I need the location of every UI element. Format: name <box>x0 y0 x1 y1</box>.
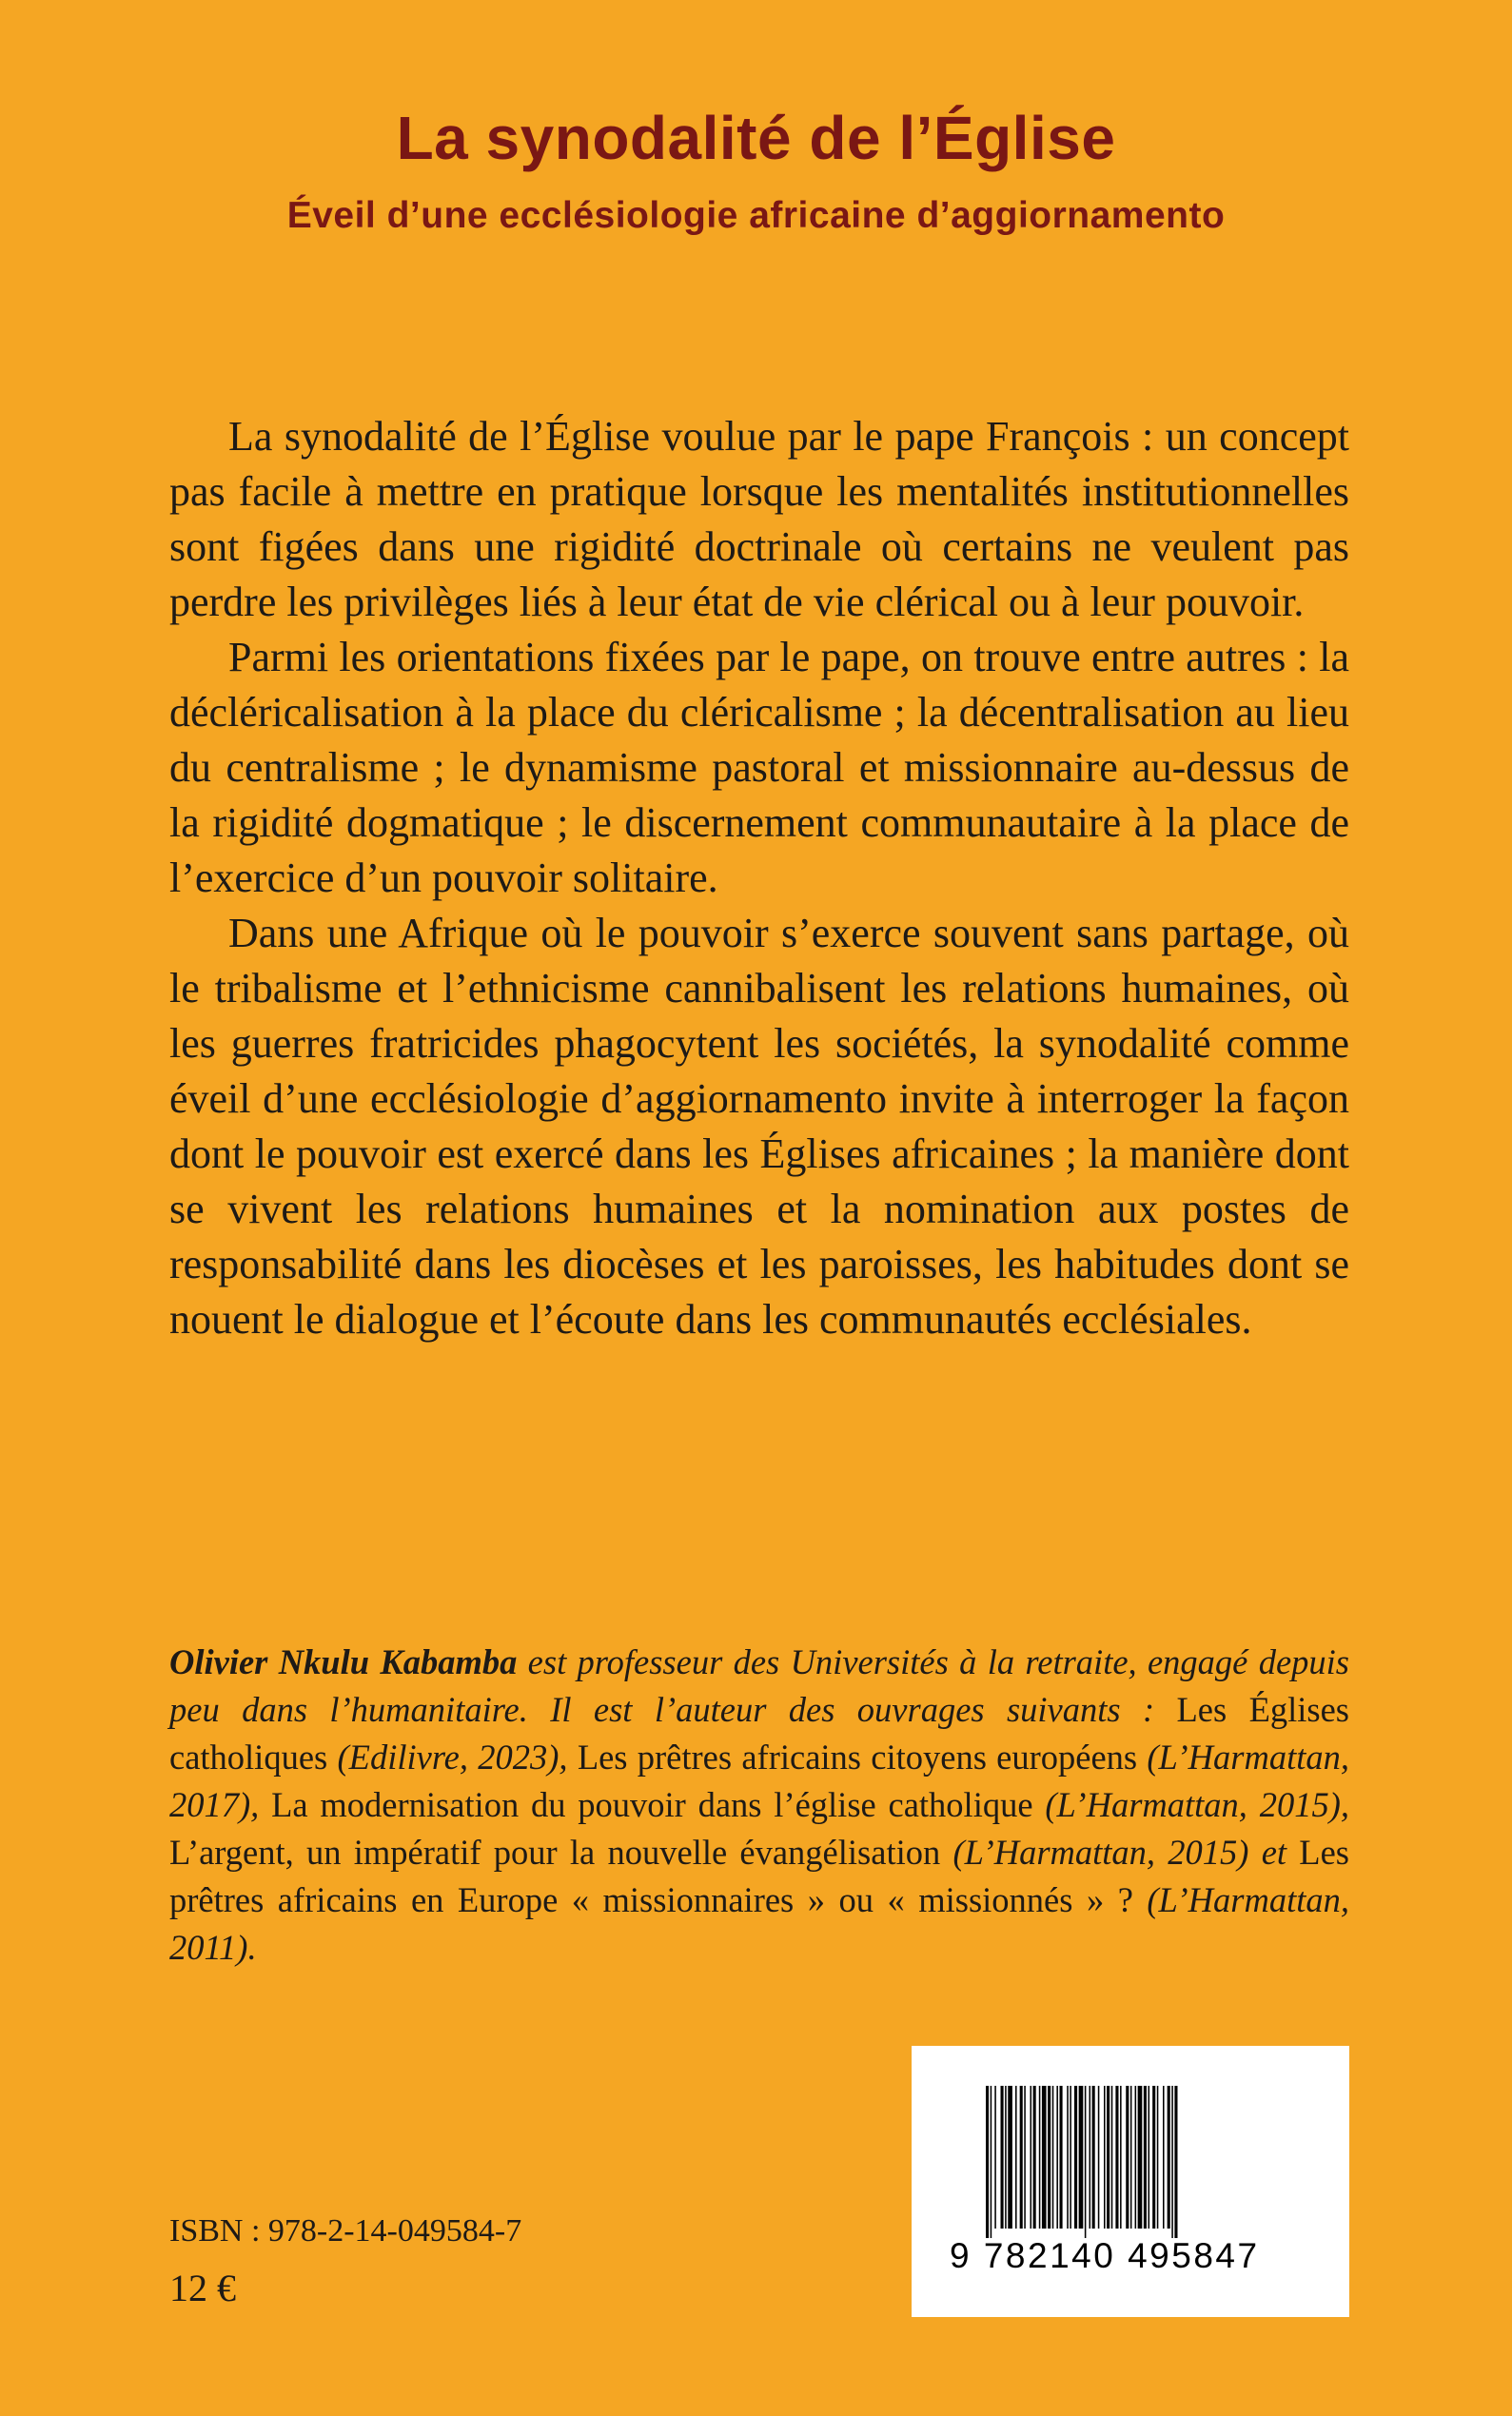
barcode-bar <box>1092 2086 1095 2229</box>
barcode-bar <box>1079 2086 1084 2229</box>
barcode-bar <box>1005 2086 1007 2229</box>
barcode-bar <box>1157 2086 1159 2229</box>
barcode-bar <box>1135 2086 1137 2229</box>
barcode-bar <box>1144 2086 1147 2229</box>
barcode-bar <box>1024 2086 1026 2229</box>
barcode-bar <box>1090 2086 1091 2229</box>
barcode-bar <box>1039 2086 1041 2229</box>
barcode-bar <box>1001 2086 1004 2229</box>
barcode-bar <box>1174 2086 1177 2238</box>
barcode-bar <box>1130 2086 1132 2229</box>
book-pub-3: (L’Harmattan, 2015), <box>1032 1785 1349 1824</box>
barcode-bar <box>1163 2086 1165 2229</box>
book-title-1: Les Églises catholiques <box>169 1690 1350 1777</box>
blurb-paragraph: La synodalité de l’Église voulue par le pape François : un concept pas facile à mettre en pratique lorsque les mentalités institutionnelles sont figées dans une rigidité doctrinale où certains ne veulent pas perdre les privilèges liés à leur état de vie clérical ou à leur pouvoir. <box>169 413 1349 625</box>
book-pub-4: (L’Harmattan, 2015) <box>940 1833 1262 1872</box>
barcode-bar <box>1060 2086 1063 2229</box>
barcode-bar <box>1098 2086 1100 2229</box>
barcode-bar <box>1048 2086 1051 2229</box>
barcode-bar <box>1042 2086 1047 2229</box>
barcode-bar <box>1074 2086 1077 2229</box>
author-bio <box>169 1639 1349 1972</box>
barcode-digits: 9 782140 495847 <box>950 2236 1260 2275</box>
barcode-bar <box>1149 2086 1150 2229</box>
book-pub-5: (L’Harmattan, 2011). <box>169 1880 1349 1967</box>
book-title-4: L’argent, un impératif pour la nouvelle évangélisation <box>169 1833 941 1872</box>
barcode-bar <box>1168 2086 1170 2229</box>
barcode-icon <box>986 2086 1281 2238</box>
book-pub-1: (Edilivre, 2023), <box>327 1738 578 1777</box>
book-title: La synodalité de l’Église <box>396 104 1116 172</box>
barcode-bar <box>1033 2086 1036 2229</box>
barcode-bar <box>1008 2086 1012 2229</box>
barcode-bar <box>1052 2086 1054 2229</box>
bio-intro: est professeur des Universités à la retraite, engagé depuis peu dans l’humanitaire. Il est l’auteur des ouvrages suivants : <box>169 1642 1349 1729</box>
blurb-paragraph: Dans une Afrique où le pouvoir s’exerce souvent sans partage, où le tribalisme et l’ethnicisme cannibalisent les relations humaines, où les guerres fratricides phagocytent les sociétés, la synodalité comme éveil d’une ecclésiologie d’aggiornamento invite à interroger la façon dont le pouvoir est exercé dans les Églises africaines ; la manière dont se vivent les relations humaines et la nomination aux postes de responsabilité dans les diocèses et les paroisses, les habitudes dont se nouent le dialogue et l’écoute dans les communautés ecclésiales. <box>169 910 1349 1343</box>
barcode-bar <box>1015 2086 1017 2229</box>
barcode-bar <box>1115 2086 1118 2229</box>
book-title-2: Les prêtres africains citoyens européens <box>577 1738 1138 1777</box>
isbn: ISBN : 978-2-14-049584-7 <box>169 2213 522 2249</box>
barcode-panel <box>912 2046 1349 2317</box>
bio-conjunction: et <box>1261 1833 1300 1872</box>
barcode-bar <box>1085 2086 1087 2238</box>
barcode-bar <box>1171 2086 1173 2238</box>
book-title-3: La modernisation du pouvoir dans l’église catholique <box>271 1785 1033 1824</box>
barcode-bar <box>1138 2086 1143 2229</box>
author-name: Olivier Nkulu Kabamba <box>169 1642 518 1681</box>
book-subtitle: Éveil d’une ecclésiologie africaine d’aggiornamento <box>286 195 1226 236</box>
barcode-bar <box>994 2086 996 2229</box>
barcode-bar <box>1152 2086 1155 2229</box>
barcode-bar <box>1020 2086 1023 2229</box>
blurb-paragraph: Parmi les orientations fixées par le pape, on trouve entre autres : la décléricalisation à la place du cléricalisme ; la décentralisation au lieu du centralisme ; le dynamisme pastoral et missionnaire au-dessus de la rigidité dogmatique ; le discernement communautaire à la place de l’exercice d’un pouvoir solitaire. <box>169 634 1349 901</box>
barcode-bar <box>1107 2086 1109 2229</box>
barcode-bar <box>1056 2086 1058 2229</box>
barcode-bar <box>1031 2086 1032 2229</box>
barcode-bar <box>1111 2086 1113 2229</box>
book-pub-2: (L’Harmattan, 2017), <box>169 1738 1349 1824</box>
barcode-bar <box>986 2086 989 2238</box>
book-title-5: Les prêtres africains en Europe « missionnaires » ou « missionnés » ? <box>169 1833 1349 1919</box>
barcode-bar <box>1120 2086 1122 2229</box>
barcode-bar <box>1070 2086 1071 2229</box>
barcode-bar <box>1126 2086 1129 2229</box>
barcode-bar <box>1067 2086 1069 2229</box>
blurb <box>169 409 1349 1347</box>
barcode-bar <box>991 2086 992 2238</box>
barcode-bar <box>1104 2086 1106 2229</box>
price: 12 € <box>169 2267 236 2309</box>
